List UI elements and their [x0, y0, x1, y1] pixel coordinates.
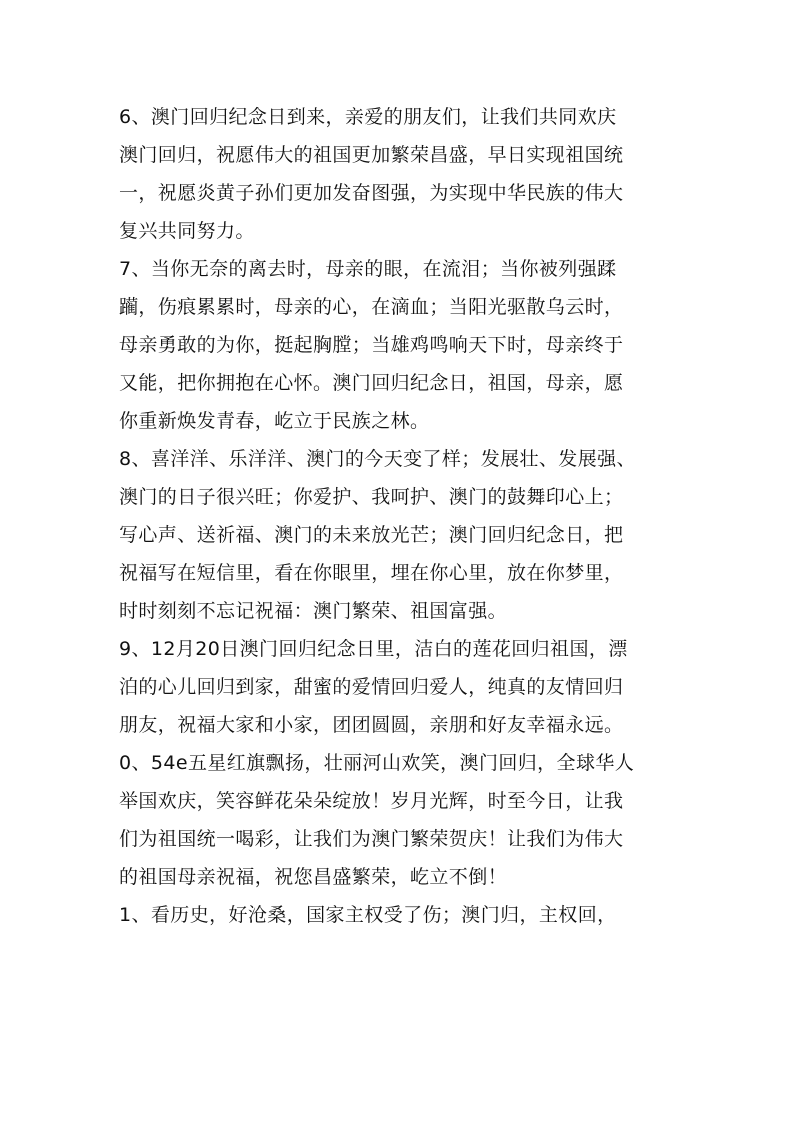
- text-line: 复兴共同努力。: [119, 220, 255, 242]
- text-line: 们为祖国统一喝彩，让我们为澳门繁荣贺庆！让我们为伟大: [119, 828, 624, 850]
- text-line: 一，祝愿炎黄子孙们更加发奋图强，为实现中华民族的伟大: [119, 182, 624, 204]
- text-line: 又能，把你拥抱在心怀。澳门回归纪念日，祖国，母亲，愿: [119, 372, 624, 394]
- text-line: 6、澳门回归纪念日到来，亲爱的朋友们，让我们共同欢庆: [119, 106, 617, 128]
- document-body: [119, 98, 699, 934]
- text-line: 的祖国母亲祝福，祝您昌盛繁荣，屹立不倒！: [119, 866, 508, 888]
- text-line: 写心声、送祈福、澳门的未来放光芒；澳门回归纪念日，把: [119, 524, 624, 546]
- text-line: 8、喜洋洋、乐洋洋、澳门的今天变了样；发展壮、发展强、: [119, 448, 636, 470]
- text-line: 母亲勇敢的为你，挺起胸膛；当雄鸡鸣响天下时，母亲终于: [119, 334, 624, 356]
- text-line: 7、当你无奈的离去时，母亲的眼，在流泪；当你被列强蹂: [119, 258, 617, 280]
- text-line: 举国欢庆，笑容鲜花朵朵绽放！岁月光辉，时至今日，让我: [119, 790, 624, 812]
- text-line: 你重新焕发青春，屹立于民族之林。: [119, 410, 430, 432]
- text-line: 澳门回归，祝愿伟大的祖国更加繁荣昌盛，早日实现祖国统: [119, 144, 624, 166]
- text-line: 0、54e五星红旗飘扬，壮丽河山欢笑，澳门回归，全球华人: [119, 752, 635, 774]
- text-line: 泊的心儿回归到家，甜蜜的爱情回归爱人，纯真的友情回归: [119, 676, 624, 698]
- text-line: 朋友，祝福大家和小家，团团圆圆，亲朋和好友幸福永远。: [119, 714, 624, 736]
- text-line: 时时刻刻不忘记祝福：澳门繁荣、祖国富强。: [119, 600, 508, 622]
- text-line: 躏，伤痕累累时，母亲的心，在滴血；当阳光驱散乌云时，: [119, 296, 624, 318]
- text-line: 9、12月20日澳门回归纪念日里，洁白的莲花回归祖国，漂: [119, 638, 628, 660]
- text-line: 澳门的日子很兴旺；你爱护、我呵护、澳门的鼓舞印心上；: [119, 486, 624, 508]
- text-line: 祝福写在短信里，看在你眼里，埋在你心里，放在你梦里，: [119, 562, 624, 584]
- text-line: 1、看历史，好沧桑，国家主权受了伤；澳门归，主权回，: [119, 904, 617, 926]
